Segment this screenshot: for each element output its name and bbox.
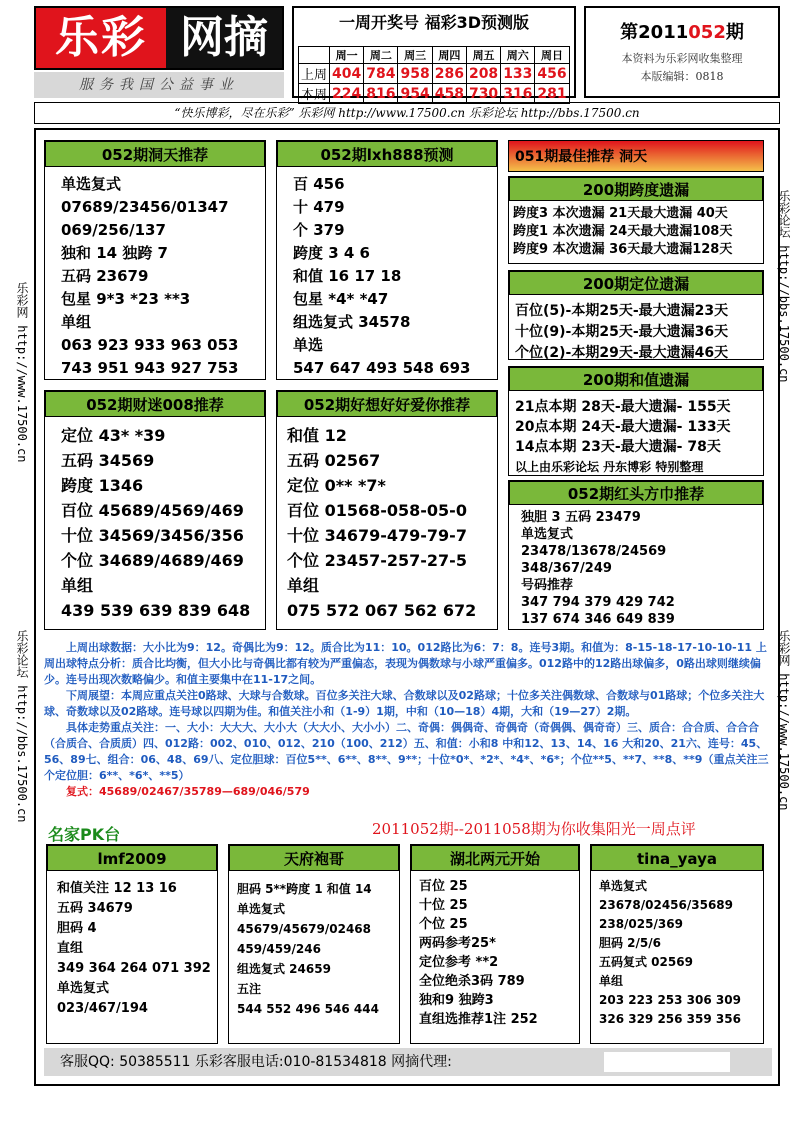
line: 胆码 2/5/6 [599,936,661,950]
line: 百 456 [293,175,345,193]
line: 胆码 4 [57,921,97,936]
box-title: 湖北两元开始 [411,845,579,871]
line: 21点本期 28天-最大遗漏- 155天 [515,399,731,415]
line: 23478/13678/24569 [521,544,667,559]
week-note: 2011052期--2011058期为你收集阳光一周点评 [372,820,696,838]
line: 跨度1 本次遗漏 24天最大遗漏108天 [513,224,733,239]
box-lines [229,871,399,1019]
line: 23678/02456/35689 [599,898,734,912]
result-cell: 281 [535,84,569,104]
line: 单选 [293,336,324,354]
result-cell: 224 [330,84,364,104]
issue-suffix: 期 [725,22,744,43]
line: 349 364 264 071 392 [57,961,211,976]
line: 单组 [599,974,624,988]
line: 百位(5)-本期25天-最大遗漏23天 [515,303,729,319]
result-cell: 784 [364,64,398,84]
url-bar[interactable]: “快乐博彩，尽在乐彩” 乐彩网 http://www.17500.cn 乐彩论坛 http://bbs.17500.cn [34,102,780,124]
result-cell: 208 [466,64,500,84]
box-haoxiang [276,390,498,630]
box-title: 052期洞天推荐 [45,141,265,167]
line: 胆码 5**跨度 1 和值 14 [237,882,372,896]
box-title: tina_yaya [591,845,763,871]
day-header: 周四 [432,47,466,64]
line: 20点本期 24天-最大遗漏- 133天 [515,419,731,435]
box-lines [411,871,579,1029]
box-title: 052期红头方巾推荐 [509,481,763,505]
result-cell: 456 [535,64,569,84]
analysis-text [44,640,772,800]
line: 跨度 3 4 6 [293,244,370,262]
line: 独和9 独跨3 [419,993,494,1008]
line: 075 572 067 562 672 [287,601,477,620]
issue-sub2: 本版编辑：0818 [640,70,724,83]
line: 069/256/137 [61,221,166,239]
line: 547 647 493 548 693 [293,359,471,377]
day-header: 周二 [364,47,398,64]
box-lines [277,417,497,623]
box-hongtou [508,480,764,630]
line: 百位 45689/4569/469 [61,501,244,520]
line: 五码 34569 [61,451,155,470]
line: 743 951 943 927 753 [61,359,239,377]
box-title: 200期定位遗漏 [509,271,763,295]
line: 个位 23457-257-27-5 [287,551,467,570]
line: 单组 [61,576,94,595]
footer-contact: 客服QQ: 50385511 乐彩客服电话:010-81534818 网摘代理: [44,1048,772,1076]
line: 以上由乐彩论坛 丹东博彩 特别整理 [515,460,704,474]
line: 和值 12 [287,426,347,445]
line: 和值 16 17 18 [293,267,402,285]
line: 直组 [57,941,84,956]
line: 07689/23456/01347 [61,198,229,216]
line: 单选复式 [61,175,122,193]
result-cell: 286 [432,64,466,84]
line: 326 329 256 359 356 [599,1012,741,1026]
line: 包星 *4* *47 [293,290,389,308]
line: 直组选推荐1注 252 [419,1012,538,1027]
line: 包星 9*3 *23 **3 [61,290,191,308]
line: 跨度3 本次遗漏 21天最大遗漏 40天 [513,206,728,221]
issue-title [586,18,778,44]
line: 个位 34689/4689/469 [61,551,244,570]
line: 五码 02567 [287,451,381,470]
pk-label: 名家PK台 [48,825,121,844]
line: 单组 [287,576,320,595]
line: 单选复式 [521,527,574,542]
line: 023/467/194 [57,1001,148,1016]
result-cell: 954 [398,84,432,104]
analysis-paragraph: 复式：45689/02467/35789—689/046/579 [66,785,310,798]
line: 063 923 933 963 053 [61,336,239,354]
day-header: 周三 [398,47,432,64]
logo-red-text: 乐彩 [36,8,166,68]
box-title: 天府袍哥 [229,845,399,871]
week-title: 一周开奖号 福彩3D预测版 [339,13,529,32]
side-right-top[interactable]: 乐彩论坛 http://bbs.17500.cn [777,190,791,383]
line: 137 674 346 649 839 [521,612,675,627]
line: 全位绝杀3码 789 [419,974,525,989]
box-lines [509,505,763,628]
pk-card-lmf2009 [46,844,218,1044]
line: 14点本期 23天-最大遗漏- 78天 [515,439,721,455]
row-label: 上周 [299,64,330,84]
box-lxh888 [276,140,498,380]
line: 单选复式 [57,981,110,996]
box-lines [277,167,497,380]
box-lines [509,201,763,259]
line: 十位 34679-479-79-7 [287,526,467,545]
logo [34,6,284,70]
box-caimi [44,390,266,630]
side-left-top[interactable]: 乐彩网 http://www.17500.cn [15,282,29,463]
line: 组选复式 24659 [237,962,331,976]
pk-card-hubei [410,844,580,1044]
box-title: 052期好想好好爱你推荐 [277,391,497,417]
line: 十位 34569/3456/356 [61,526,244,545]
day-header: 周六 [501,47,535,64]
result-cell: 958 [398,64,432,84]
box-title: 052期lxh888预测 [277,141,497,167]
line: 独胆 3 五码 23479 [521,510,641,525]
pk-card-tianfu [228,844,400,1044]
line: 和值关注 12 13 16 [57,881,177,896]
line: 203 223 253 306 309 [599,993,741,1007]
issue-prefix: 第2011 [620,22,689,43]
line: 个 379 [293,221,345,239]
box-lines [45,167,265,380]
line: 百位 25 [419,879,468,894]
box-title: 200期和值遗漏 [509,367,763,391]
line: 组选复式 34578 [293,313,411,331]
box-lines [591,871,763,1029]
line: 五码 34679 [57,901,133,916]
day-header: 周五 [466,47,500,64]
result-cell: 133 [501,64,535,84]
issue-sub1: 本资料为乐彩网收集整理 [621,52,743,65]
side-right-bottom[interactable]: 乐彩网 http://www.17500.cn [777,630,791,811]
line: 个位 25 [419,917,468,932]
line: 348/367/249 [521,561,612,576]
slogan: 服务我国公益事业 [34,72,284,98]
analysis-paragraph: 上周出球数据：大小比为9：12。奇偶比为9：12。质合比为11：10。012路比为6：7：8。连号3期。和值为：8-15-18-17-10-10-11 上周出球特点分析：质合比均衡，但大小比与奇偶比都有较为严重偏态，表现为偶数球与小球严重偏多。012路中的12路出球偏多，0路出球则继续偏少。连号出现次数略偏少。和值主要集中在11-17之间。 [44,641,767,686]
line: 238/025/369 [599,917,683,931]
box-hezhi [508,366,764,476]
best-recommend-title: 051期最佳推荐 洞天 [508,140,764,172]
day-header: 周日 [535,47,569,64]
day-header: 周一 [330,47,364,64]
week-results-box [292,6,576,103]
line: 定位参考 **2 [419,955,499,970]
line: 十位(9)-本期25天-最大遗漏36天 [515,324,729,340]
issue-box [584,6,780,98]
analysis-paragraph: 下周展望：本周应重点关注0路球、大球与合数球。百位多关注大球、合数球以及02路球；十位多关注偶数球、合数球与01路球；个位多关注大球、奇数球以及02路球。连号球以四期为佳。和值关注小和（1-9）1期，中和（10—18）4期，大和（19—27）2期。 [44,689,765,718]
line: 单选复式 [237,902,286,916]
line: 十位 25 [419,898,468,913]
line: 五码 23679 [61,267,149,285]
logo-black-text: 网摘 [166,8,282,68]
result-cell: 816 [364,84,398,104]
row-label: 本周 [299,84,330,104]
box-lines [47,871,217,1019]
line: 两码参考25* [419,936,496,951]
side-left-bottom[interactable]: 乐彩论坛 http://bbs.17500.cn [15,630,29,823]
box-title: 200期跨度遗漏 [509,177,763,201]
result-cell: 730 [466,84,500,104]
agent-blank [604,1052,730,1072]
box-dingwei [508,270,764,360]
box-lines [45,417,265,623]
line: 号码推荐 [521,578,574,593]
line: 347 794 379 429 742 [521,595,675,610]
line: 十 479 [293,198,345,216]
line: 544 552 496 546 444 [237,1002,379,1016]
line: 百位 01568-058-05-0 [287,501,467,520]
line: 定位 0** *7* [287,476,386,495]
result-cell: 316 [501,84,535,104]
line: 五码复式 02569 [599,955,693,969]
box-dongtian [44,140,266,380]
box-lines [509,391,763,477]
line: 459/459/246 [237,942,321,956]
line: 跨度9 本次遗漏 36天最大遗漏128天 [513,242,733,257]
box-title: lmf2009 [47,845,217,871]
line: 跨度 1346 [61,476,144,495]
line: 五注 [237,982,262,996]
line: 单选复式 [599,879,648,893]
pk-card-tina [590,844,764,1044]
line: 定位 43* *39 [61,426,166,445]
line: 439 539 639 839 648 [61,601,251,620]
box-title: 052期财迷008推荐 [45,391,265,417]
line: 独和 14 独跨 7 [61,244,168,262]
issue-number: 052 [688,22,726,43]
analysis-paragraph: 具体走势重点关注：一、大小：大大大、大小大（大大小、大小小）二、奇偶：偶偶奇、奇偶奇（奇偶偶、偶奇奇）三、质合：合合质、合合合（合质合、合质质）四、012路：002、010、012、210（100、212）五、和值：小和8 中和12、13、14、16 大和20、21六、连号：45、56、89七、组合：06、48、69八、定位胆球：百位5**、6**、8**、9**；十位*0*、*2*、*4*、*6*；个位**5、**7、**8、**9（重点关注三个定位胆：6**、*6*、**5） [44,721,769,782]
line: 单组 [61,313,92,331]
result-cell: 404 [330,64,364,84]
line: 45679/45679/02468 [237,922,372,936]
week-results-table [298,46,570,104]
box-kuadu [508,176,764,264]
box-lines [509,295,763,364]
result-cell: 458 [432,84,466,104]
line: 个位(2)-本期29天-最大遗漏46天 [515,345,729,361]
